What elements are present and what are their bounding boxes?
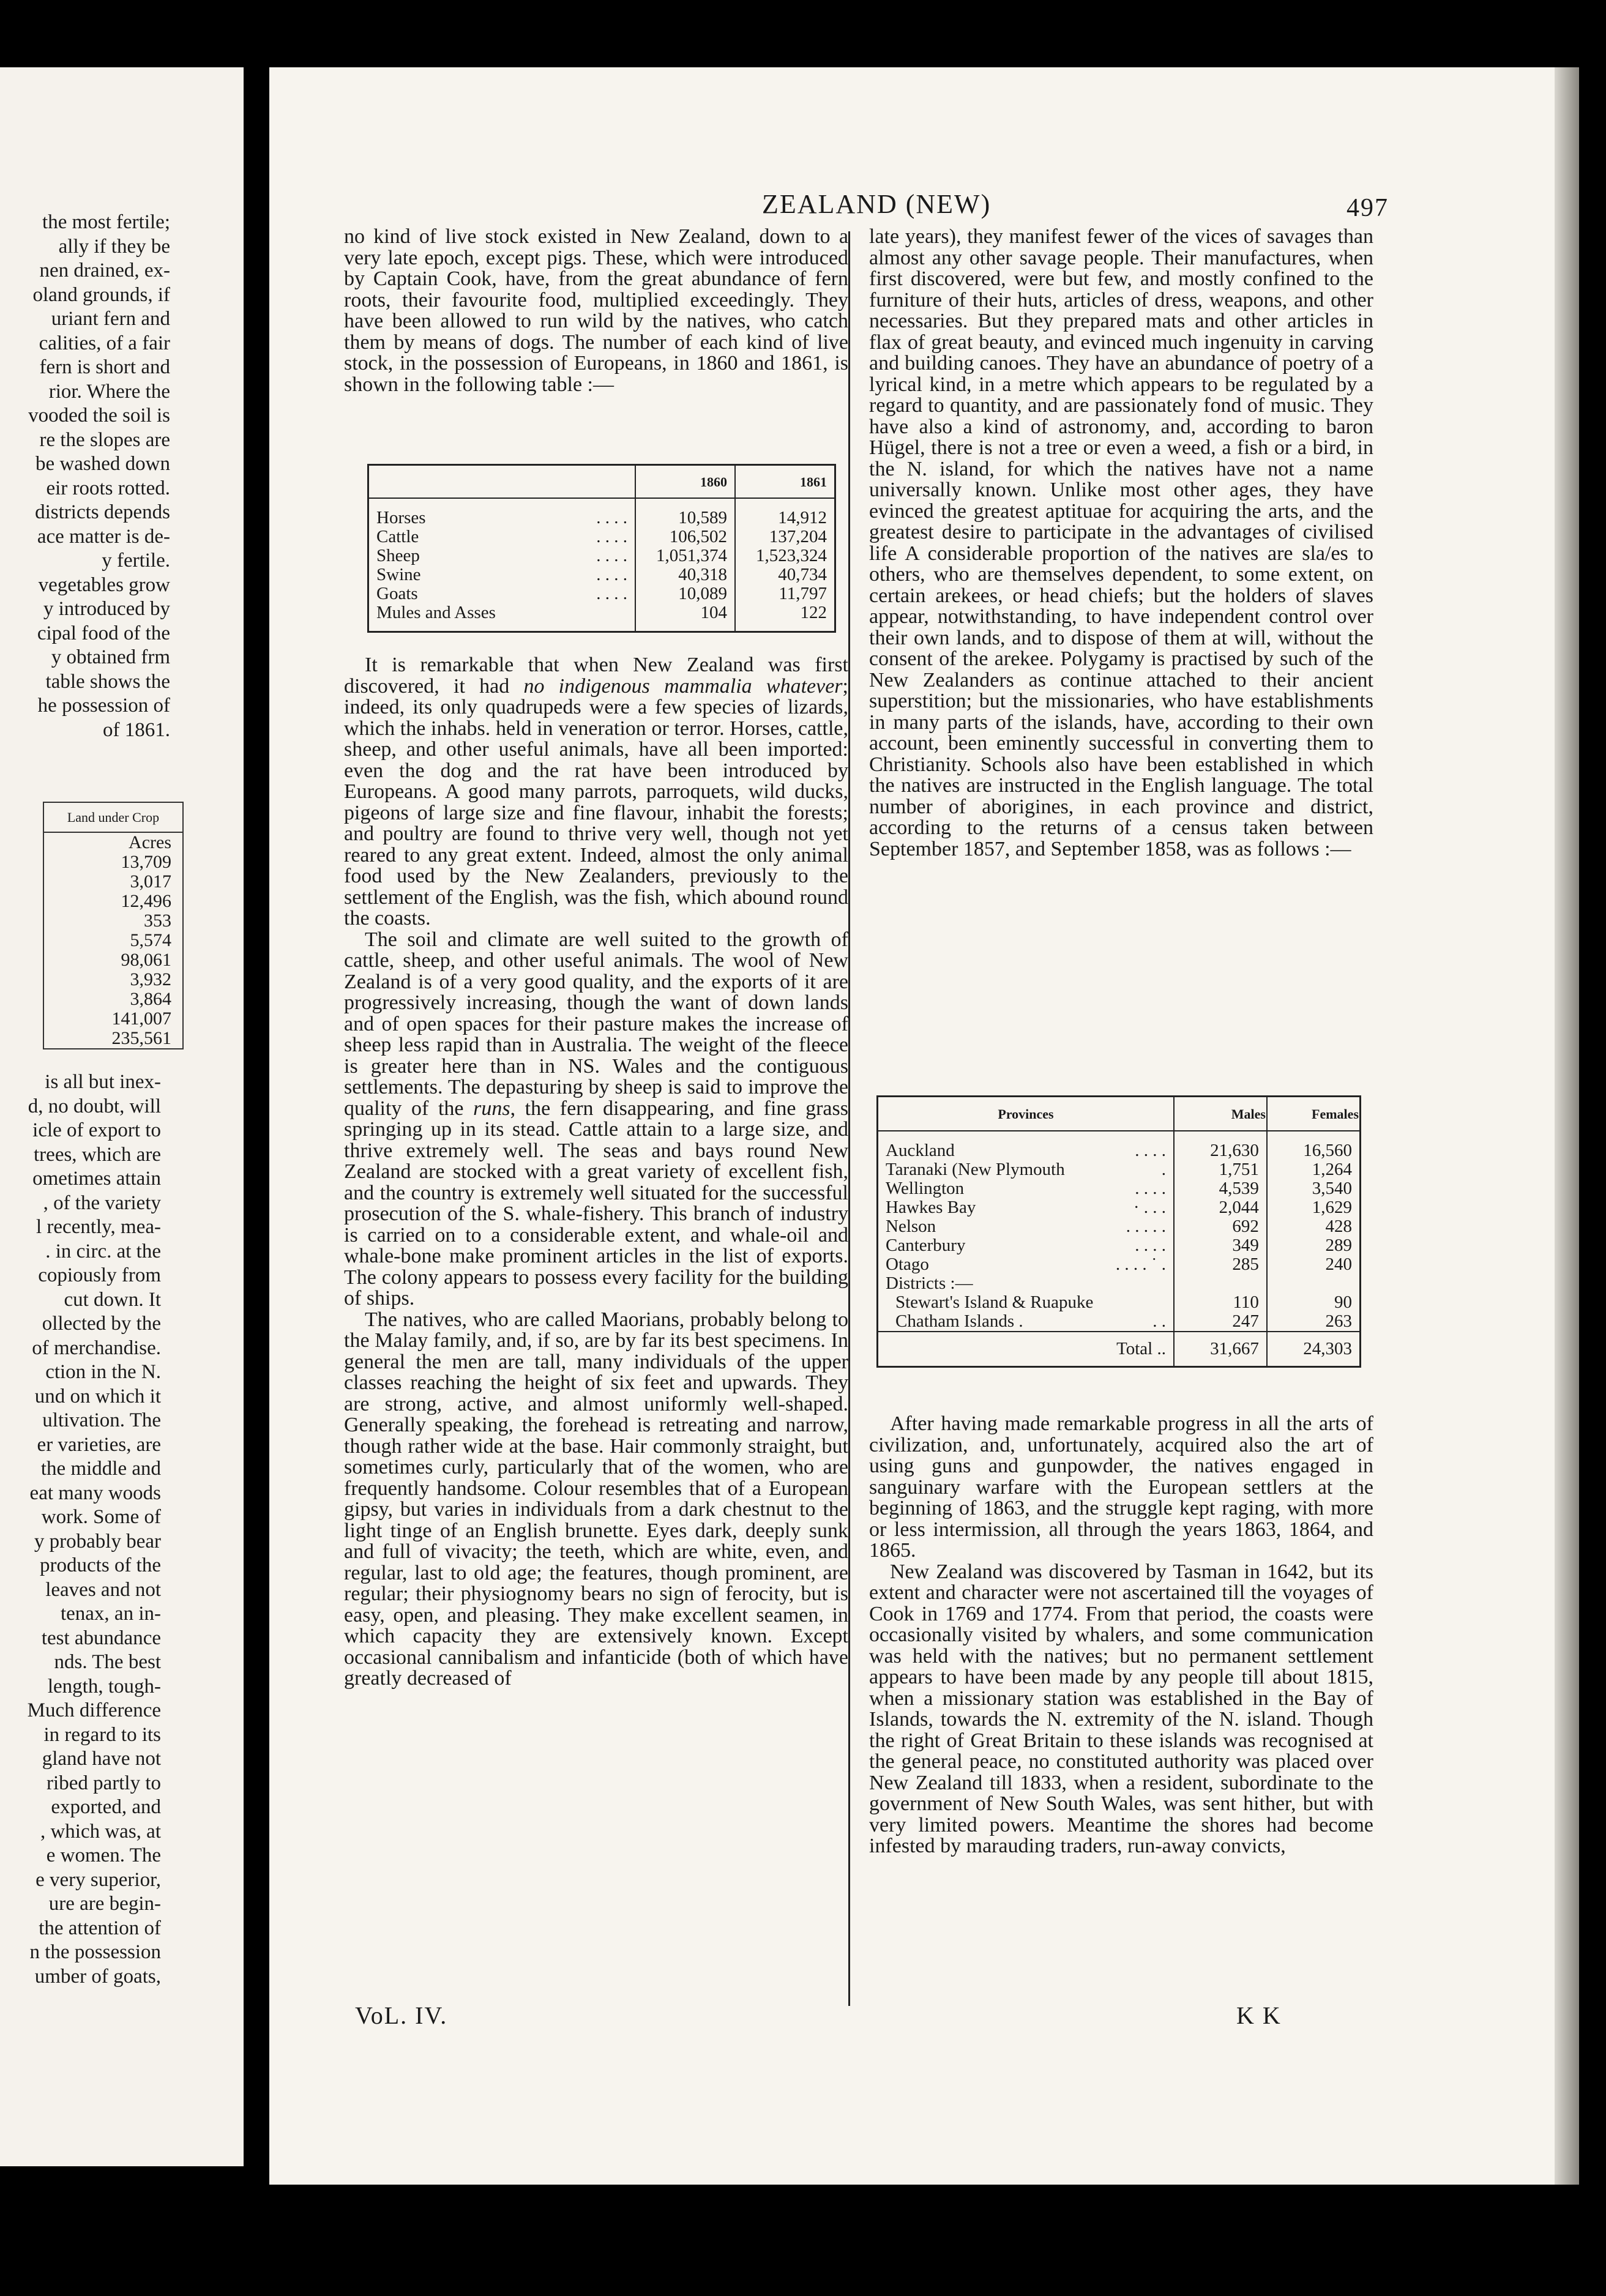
census-province [878,1198,1175,1217]
census-males: 110 [1174,1293,1267,1312]
census-males: 31,667 [1174,1332,1267,1367]
land-crop-value: Acres [129,832,171,852]
left-page-line: be washed down [35,453,170,475]
census-row [878,1293,1361,1312]
land-crop-value: 5,574 [130,930,171,950]
livestock-1861: 14,912 [735,498,835,527]
livestock-label [368,584,636,603]
census-province [878,1160,1175,1179]
left-page-line: e very superior, [35,1868,161,1891]
left-page-line: und on which it [34,1385,161,1407]
left-page-line: icle of export to [32,1119,161,1141]
left-page-line: nds. The best [54,1651,161,1673]
census-province [878,1274,1175,1293]
left-page-line: ometimes attain [32,1168,161,1190]
left-page-line: the attention of [39,1917,161,1939]
left-page-line: vooded the soil is [28,404,170,427]
running-head: ZEALAND (NEW) [762,189,992,219]
page-edge [1555,67,1579,2185]
land-crop-value: 3,017 [130,871,171,892]
left-page-line: cipal food of the [37,622,170,644]
livestock-1860: 10,589 [635,498,735,527]
livestock-row [368,546,835,565]
left-page-line: tenax, an in- [60,1603,161,1625]
census-province [878,1217,1175,1236]
book-gutter [244,0,269,2296]
leader-dots: . . . . [596,508,627,527]
census-province-text: Hawkes Bay [886,1198,976,1217]
census-females: 90 [1267,1293,1361,1312]
census-males: 21,630 [1174,1131,1267,1160]
census-females: 24,303 [1267,1332,1361,1367]
livestock-row [368,565,835,584]
livestock-row [368,584,835,603]
paragraph-warfare: After having made remarkable progress in all the arts of civilization, and, unfortunately, acquired also the art of using guns and gunpowder, the natives engaged in sanguinary warfare with the European settlers at the beginning of 1863, and the struggle kept raging, with more or less intermission, all through the years 1863, 1864, and 1865. [869,1412,1373,1562]
livestock-label [368,546,636,565]
left-page-line: e women. The [46,1844,161,1866]
paragraph-natives: The natives, who are called Maorians, probably belong to the Malay family, and, if so, are by far its best specimens. In general the men are tall, many individuals of the upper classes reaching the height of six feet and upwards. They are strong, active, and almost uniformly well-shaped. Generally speaking, the forehead is retreating and narrow, though rather wide at the base. Hair commonly straight, but sometimes curly, particularly that of the women, who are frequently handsome. Colour resembles that of a European gipsy, but varies in individuals from a dark chestnut to the light tinge of an English brunette. Eyes dark, deeply sunk and full of vivacity; the teeth, which are white, even, and regular, last to old age; the features, though prominent, are regular; their physiognomy bears no sign of ferocity, but is easy, open, and pleasing. They make excellent seamen, in which capacity they are extensively known. Except occasional cannibalism and infanticide (both of which have greatly decreased of [344,1308,848,1690]
land-crop-value: 12,496 [121,891,171,911]
left-page-line: the middle and [40,1458,161,1480]
left-page-line: ure are begin- [48,1893,161,1915]
left-page-line: nen drained, ex- [39,259,170,281]
livestock-1860: 106,502 [635,527,735,546]
land-crop-value: 3,932 [130,969,171,990]
census-males: 2,044 [1174,1198,1267,1217]
livestock-1860: 1,051,374 [635,546,735,565]
left-page-line: y fertile. [102,550,170,572]
paragraph-livestock-intro: no kind of live stock existed in New Zealand, down to a very late epoch, except pigs. These, which were introduced by Captain Cook, have, from the great abundance of fern roots, their favourite food, multiplied exceedingly. They have been allowed to run wild by the natives, who catch them by means of dogs. The number of each kind of live stock, in the possession of Europeans, in 1860 and 1861, is shown in the following table :— [344,225,848,396]
column-1-body [344,655,848,1690]
census-row [878,1131,1361,1160]
italic-span: no indigenous mammalia whatever [523,674,843,698]
left-page-line: eat many woods [29,1482,161,1504]
leader-dots: . [1161,1160,1166,1179]
livestock-1861: 40,734 [735,565,835,584]
left-page-line: trees, which are [34,1143,161,1166]
left-page-line: the most fertile; [42,211,170,233]
census-province-text: Otago [886,1254,929,1274]
signature-mark: K K [1236,2002,1282,2029]
text-span: , the fern disappearing, and fine grass springing up in its stead. Cattle attain to a large size, and thrive extremely well. The seas and bays round New Zealand are stocked with a great variety of excellent fish, and the country is extremely well situated for the successful prosecution of the S. whale-fishery. This branch of industry is carried on to a considerable extent, and whale-oil and whale-bone make prominent articles in the list of exports. The colony appears to possess every facility for the building of ships. [344,1097,848,1310]
census-province-text: Districts :— [886,1273,973,1293]
left-page-line: exported, and [51,1796,161,1818]
census-province [878,1293,1175,1312]
leader-dots: . . . . ˙ . [1115,1254,1166,1274]
left-page-line: test abundance [41,1627,161,1649]
livestock-label [368,603,636,632]
left-page-line: rior. Where the [48,380,170,403]
census-province [878,1312,1175,1332]
volume-label: VoL. IV. [355,2002,448,2029]
census-province-text: Nelson [886,1217,936,1236]
livestock-label-text: Mules and Asses [376,603,496,622]
census-males: 285 [1174,1255,1267,1274]
left-page-line: , of the variety [43,1191,161,1214]
left-page-line: . in circ. at the [45,1240,161,1262]
census-province-text: Canterbury [886,1236,966,1255]
census-province [878,1255,1175,1274]
left-page-line: y probably bear [34,1530,161,1552]
census-province-text: Auckland [886,1141,955,1160]
livestock-1860: 40,318 [635,565,735,584]
census-males [1174,1274,1267,1293]
column-1-top [344,226,848,395]
leader-dots: . . . . [1135,1141,1166,1160]
livestock-1861: 137,204 [735,527,835,546]
left-page-line: is all but inex- [45,1071,161,1093]
livestock-col-1860: 1860 [635,465,735,499]
census-row [878,1160,1361,1179]
left-page-line: fern is short and [39,356,170,378]
census-row [878,1198,1361,1217]
column-rule [848,231,850,2006]
census-row [878,1274,1361,1293]
left-page-line: y obtained frm [51,646,170,668]
land-crop-header: Land under Crop [43,802,183,832]
left-page-line: umber of goats, [34,1965,161,1988]
left-page-line: cut down. It [64,1288,161,1311]
left-page-line: vegetables grow [38,573,170,596]
left-page-line: of 1861. [103,718,170,741]
livestock-label-text: Horses [376,508,426,527]
livestock-1860: 104 [635,603,735,632]
land-crop-table [43,802,184,1049]
census-province-text: Chatham Islands . [895,1311,1023,1331]
census-males: 4,539 [1174,1179,1267,1198]
livestock-1861: 1,523,324 [735,546,835,565]
leader-dots: . . . . [1135,1236,1166,1255]
left-page-line: ction in the N. [45,1361,161,1383]
left-page-line: leaves and not [45,1578,161,1601]
census-males: 1,751 [1174,1160,1267,1179]
left-page-line: y introduced by [43,598,170,620]
land-crop-value: 3,864 [130,989,171,1009]
left-page [0,67,244,2166]
left-page-line: ace matter is de- [37,525,170,548]
paragraph-natives-cont: late years), they manifest fewer of the vices of savages than almost any other savage people. Their manufactures, when first discovered, were but few, and mostly confined to the furniture of their huts, articles of dress, weapons, and other necessaries. But they prepared mats and other articles in flax of great beauty, and evinced much ingenuity in carving and building canoes. They have an abundance of poetry of a lyrical kind, in a metre which appears to be regulated by a regard to quantity, and are passionately fond of music. They have also a kind of astronomy, and, according to baron Hügel, there is not a tree or even a weed, a fish or a bird, in the N. island, for which the natives have not a name universally known. Unlike most other ages, they have evinced the greatest aptituae for acquiring the arts, and the greatest desire to participate in the advantages of civilised life A considerable proportion of the natives are sla/es to others, who are themselves dependent, to some extent, on certain arekees, or head chiefs; but the holders of slaves appear, notwithstanding, to have independent control over their own lands, and to dispose of them at will, without the consent of the arekee. Polygamy is practised by such of the New Zealanders as continue attached to their ancient superstition; but the missionaries, who have establishments in many parts of the islands, have, according to their own account, been eminently successful in converting them to Christianity. Schools also have been established in which the natives are instructed in the English language. The total number of aborigines, in each province and district, according to the returns of a census taken between September 1857, and September 1858, was as follows :— [869,225,1373,860]
census-row [878,1312,1361,1332]
left-page-line: uriant fern and [51,308,170,330]
livestock-label-text: Goats [376,584,418,603]
census-province [878,1179,1175,1198]
left-page-line: table shows the [45,670,170,693]
census-females: 1,264 [1267,1160,1361,1179]
livestock-col-label [368,465,636,499]
livestock-label-text: Sheep [376,546,420,565]
census-males: 349 [1174,1236,1267,1255]
census-province [878,1332,1175,1367]
census-col-females: Females [1267,1097,1361,1131]
census-province-text: Wellington [886,1179,965,1198]
census-province-text: Stewart's Island & Ruapuke [895,1292,1094,1312]
livestock-label-text: Cattle [376,527,419,546]
left-page-line: in regard to its [43,1723,161,1746]
census-table [876,1095,1361,1368]
census-province [878,1131,1175,1160]
left-page-line: he possession of [37,695,170,717]
census-col-provinces: Provinces [878,1097,1175,1131]
left-page-line: oland grounds, if [32,283,170,306]
left-page-line: eir roots rotted. [46,477,170,499]
leader-dots: . . . . [596,546,627,565]
livestock-table [367,464,836,633]
census-males: 692 [1174,1217,1267,1236]
livestock-label [368,498,636,527]
left-page-line: of merchandise. [32,1336,161,1359]
paragraph-mammalia [344,655,848,930]
census-females: 240 [1267,1255,1361,1274]
census-row [878,1179,1361,1198]
livestock-col-1861: 1861 [735,465,835,499]
page-number: 497 [1346,194,1389,222]
census-females: 289 [1267,1236,1361,1255]
census-females: 263 [1267,1312,1361,1332]
left-page-line: , which was, at [40,1820,161,1843]
left-page-line: re the slopes are [39,428,170,451]
land-crop-value: 235,561 [111,1028,171,1048]
left-page-line: copiously from [38,1264,161,1286]
left-page-line: ollected by the [42,1313,161,1335]
census-females: 16,560 [1267,1131,1361,1160]
text-span: It is remarkable that when New Zealand was first discovered, it had [344,654,848,698]
left-page-line: ribed partly to [47,1772,161,1794]
census-col-males: Males [1174,1097,1267,1131]
census-females: 428 [1267,1217,1361,1236]
left-page-line: l recently, mea- [36,1216,161,1238]
census-row [878,1217,1361,1236]
leader-dots: . . . . [1135,1179,1166,1198]
left-page-line: er varieties, are [37,1433,161,1456]
land-crop-value: 353 [144,911,171,931]
left-page-line: calities, of a fair [39,332,170,354]
leader-dots: . [1161,1339,1166,1359]
paragraph-discovery: New Zealand was discovered by Tasman in 1642, but its extent and character were not ascertained till the voyages of Cook in 1769 and 1774. From that period, the coasts were occasionally visited by whalers, and some communication was held with the natives; but no permanent settlement appears to have been made by any people till about 1815, when a missionary station was established in the Bay of Islands, towards the N. extremity of the N. island. Though the right of Great Britain to these islands was recognised at the general peace, no constituted authority was placed over New Zealand till 1833, when a resident, subordinate to the government of New South Wales, was sent hither, but with very limited powers. Meantime the shores had become infested by marauding traders, run-away convicts, [869,1560,1373,1857]
column-2-top [869,226,1373,860]
land-crop-value: 98,061 [121,950,171,970]
leader-dots: . . . . . [1126,1217,1166,1236]
leader-dots: . . . . [596,584,627,603]
census-females: 3,540 [1267,1179,1361,1198]
left-page-line: products of the [40,1554,161,1576]
livestock-row [368,603,835,632]
text-span: ; indeed, its only quadrupeds were a few species of lizards, which the inhabs. held in veneration or terror. Horses, cattle, sheep, and other useful animals, have all been imported: even the dog and the rat have been introduced by Europeans. A good many parrots, parroquets, wild ducks, pigeons of large size and fine flavour, inhabit the forests; and poultry are found to thrive very well, though not yet reared to any great extent. Indeed, almost the only animal food used by the New Zealanders, previously to the settlement of the English, was the fish, which abound round the coasts. [344,674,848,930]
left-page-line: ultivation. The [42,1409,161,1431]
census-females [1267,1274,1361,1293]
text-span: The soil and climate are well suited to the growth of cattle, sheep, and other useful animals. The wool of New Zealand is of a very good quality, and the exports of it are progressively increasing, though the want of down lands and of open spaces for their pasture makes the increase of sheep less rapid than in Australia. The weight of the fleece is greater here than in NS. Wales and the contiguous settlements. The depasturing by sheep is said to improve the quality of the [344,928,848,1120]
left-page-line: districts depends [35,501,170,523]
census-province [878,1236,1175,1255]
leader-dots: . . [1152,1311,1166,1331]
left-page-line: length, tough- [47,1675,161,1698]
livestock-row [368,498,835,527]
paragraph-soil-climate [344,930,848,1310]
left-page-line: Much difference [27,1699,161,1721]
leader-dots: . . . . [596,527,627,546]
livestock-label [368,565,636,584]
census-males: 247 [1174,1312,1267,1332]
census-row [878,1255,1361,1274]
left-page-line: d, no doubt, will [28,1095,161,1117]
livestock-label [368,527,636,546]
land-crop-value: 141,007 [111,1008,171,1029]
livestock-1860: 10,089 [635,584,735,603]
italic-span: runs [473,1097,510,1120]
left-page-line: ally if they be [58,235,170,258]
census-province-text: Taranaki (New Plymouth [886,1160,1065,1179]
census-row [878,1236,1361,1255]
land-crop-value: 13,709 [121,852,171,872]
left-page-line: n the possession [29,1941,161,1963]
census-total-row [878,1332,1361,1367]
census-females: 1,629 [1267,1198,1361,1217]
left-page-line: gland have not [42,1748,161,1770]
livestock-row [368,527,835,546]
leader-dots: . . . . [596,565,627,584]
left-page-line: work. Some of [41,1506,161,1528]
census-province-text: Total . [1116,1339,1162,1359]
livestock-label-text: Swine [376,565,421,584]
livestock-1861: 11,797 [735,584,835,603]
column-2-body [869,1414,1373,1857]
livestock-1861: 122 [735,603,835,632]
leader-dots: · . . . [1133,1198,1166,1217]
